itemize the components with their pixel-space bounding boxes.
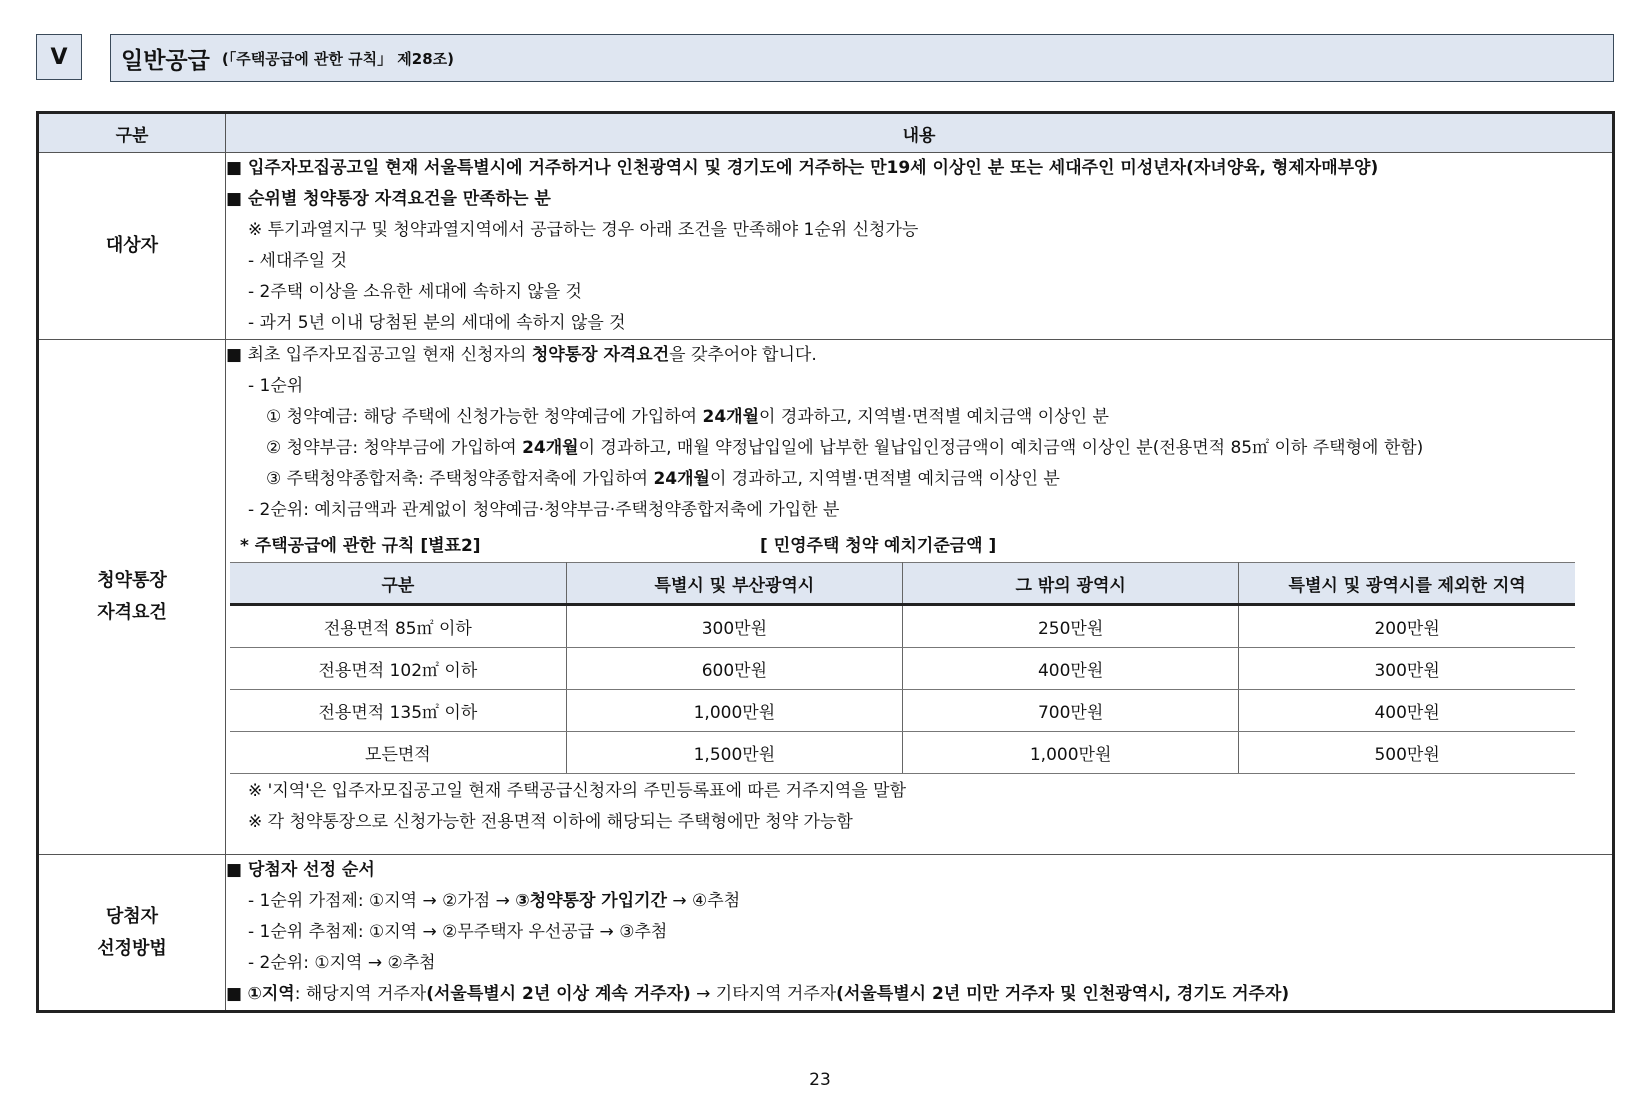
qual-rank-1: - 1순위 xyxy=(248,376,304,396)
target-line-1: ■ 입주자모집공고일 현재 서울특별시에 거주하거나 인천광역시 및 경기도에 거주하는 만19세 이상인 분 또는 세대주인 미성년자(자녀양육, 형제자매부양) xyxy=(226,158,1379,178)
deposit-caption-left: * 주택공급에 관한 규칙 [별표2] xyxy=(240,536,481,556)
target-condition-3: - 과거 5년 이내 당첨된 분의 세대에 속하지 않을 것 xyxy=(248,313,626,333)
deposit-header: 구분 xyxy=(230,563,566,605)
qual-item-1a: ① 청약예금: 해당 주택에 신청가능한 청약예금에 가입하여 xyxy=(266,407,703,427)
deposit-cell: 250만원 xyxy=(903,605,1239,648)
sel-line-2 xyxy=(226,886,1612,917)
qual-item-3c: 이 경과하고, 지역별·면적별 예치금액 이상인 분 xyxy=(709,469,1060,489)
qual-line-1b: 청약통장 자격요건 xyxy=(531,345,670,365)
header-row xyxy=(38,113,1614,153)
deposit-table xyxy=(230,562,1575,774)
qual-rank-2: - 2순위: 예치금액과 관계없이 청약예금·청약부금·주택청약종합저축에 가입한 분 xyxy=(248,500,840,520)
deposit-cell: 400만원 xyxy=(903,648,1239,690)
qual-item-3b: 24개월 xyxy=(653,469,710,489)
deposit-caption xyxy=(226,530,1612,562)
label-qualification xyxy=(38,340,226,855)
page-number: 23 xyxy=(809,1070,831,1090)
qual-item-2 xyxy=(226,433,1612,464)
col-header-content: 내용 xyxy=(226,113,1614,153)
section-number: V xyxy=(36,34,82,80)
deposit-cell: 200만원 xyxy=(1239,605,1575,648)
target-condition-2: - 2주택 이상을 소유한 세대에 속하지 않을 것 xyxy=(248,282,582,302)
general-supply-table xyxy=(36,111,1615,1013)
deposit-cell: 400만원 xyxy=(1239,690,1575,732)
row-selection xyxy=(38,855,1614,1012)
sel-line-5e: → 기타지역 거주자 xyxy=(690,984,837,1004)
deposit-header: 특별시 및 부산광역시 xyxy=(566,563,902,605)
deposit-header: 그 밖의 광역시 xyxy=(903,563,1239,605)
label-target: 대상자 xyxy=(38,153,226,340)
deposit-header: 특별시 및 광역시를 제외한 지역 xyxy=(1239,563,1575,605)
qual-item-3a: ③ 주택청약종합저축: 주택청약종합저축에 가입하여 xyxy=(266,469,654,489)
label-selection-2: 선정방법 xyxy=(97,937,167,959)
sel-line-5b: ①지역 xyxy=(247,984,295,1004)
target-note: ※ 투기과열지구 및 청약과열지역에서 공급하는 경우 아래 조건을 만족해야 1순위 신청가능 xyxy=(248,220,919,240)
section-subtitle: (「주택공급에 관한 규칙」 제28조) xyxy=(221,49,455,68)
qual-line-1a: ■ 최초 입주자모집공고일 현재 신청자의 xyxy=(226,345,532,365)
qual-item-1 xyxy=(226,402,1612,433)
deposit-cell: 500만원 xyxy=(1239,732,1575,774)
sel-line-3: - 1순위 추첨제: ①지역 → ②무주택자 우선공급 → ③추첨 xyxy=(248,922,668,942)
deposit-cell: 전용면적 85㎡ 이하 xyxy=(230,605,566,648)
section-title: 일반공급 xyxy=(121,47,210,74)
label-qualification-1: 청약통장 xyxy=(97,570,167,591)
content-selection xyxy=(226,855,1614,1012)
col-header-category: 구분 xyxy=(38,113,226,153)
deposit-cell: 전용면적 135㎡ 이하 xyxy=(230,690,566,732)
row-qualification xyxy=(38,340,1614,855)
sel-line-2c: → ④추첨 xyxy=(666,891,741,911)
content-target xyxy=(226,153,1614,340)
deposit-cell: 300만원 xyxy=(566,605,902,648)
section-title-box xyxy=(110,34,1614,82)
deposit-cell: 300만원 xyxy=(1239,648,1575,690)
qual-item-1b: 24개월 xyxy=(702,407,760,427)
qual-note-2: ※ 각 청약통장으로 신청가능한 전용면적 이하에 해당되는 주택형에만 청약 가능함 xyxy=(248,812,853,832)
qual-item-2c: 이 경과하고, 매월 약정납입일에 납부한 월납입인정금액이 예치금액 이상인 분(전용면적 85㎡ 이하 주택형에 한함) xyxy=(578,438,1424,458)
sel-line-2b: ③청약통장 가입기간 xyxy=(515,891,667,911)
label-qualification-2: 자격요건 xyxy=(97,602,167,623)
qual-note-1: ※ '지역'은 입주자모집공고일 현재 주택공급신청자의 주민등록표에 따른 거주지역을 말함 xyxy=(248,781,907,801)
deposit-cell: 600만원 xyxy=(566,648,902,690)
label-selection xyxy=(38,855,226,1012)
table-row xyxy=(230,690,1575,732)
deposit-cell: 700만원 xyxy=(903,690,1239,732)
deposit-caption-right: [ 민영주택 청약 예치기준금액 ] xyxy=(760,536,997,556)
deposit-header-row xyxy=(230,563,1575,605)
label-selection-1: 당첨자 xyxy=(105,905,159,927)
sel-line-4: - 2순위: ①지역 → ②추첨 xyxy=(248,953,436,973)
table-row xyxy=(230,732,1575,774)
qual-line-1c: 을 갖추어야 합니다. xyxy=(669,345,817,365)
qual-item-2b: 24개월 xyxy=(522,438,579,458)
deposit-cell: 모든면적 xyxy=(230,732,566,774)
sel-line-2a: - 1순위 가점제: ①지역 → ②가점 → xyxy=(248,891,516,911)
deposit-cell: 1,000만원 xyxy=(903,732,1239,774)
sel-line-5d: (서울특별시 2년 이상 계속 거주자) xyxy=(426,984,691,1004)
sel-line-5a: ■ xyxy=(226,984,248,1004)
table-row xyxy=(230,605,1575,648)
deposit-cell: 1,500만원 xyxy=(566,732,902,774)
content-qualification xyxy=(226,340,1614,855)
deposit-cell: 1,000만원 xyxy=(566,690,902,732)
deposit-cell: 전용면적 102㎡ 이하 xyxy=(230,648,566,690)
qual-item-2a: ② 청약부금: 청약부금에 가입하여 xyxy=(266,438,523,458)
table-row xyxy=(230,648,1575,690)
qual-line-1 xyxy=(226,340,1612,371)
sel-line-5c: : 해당지역 거주자 xyxy=(294,984,427,1004)
row-target xyxy=(38,153,1614,340)
sel-line-5 xyxy=(226,979,1612,1010)
qual-item-3 xyxy=(226,464,1612,495)
target-condition-1: - 세대주일 것 xyxy=(248,251,348,271)
qual-item-1c: 이 경과하고, 지역별·면적별 예치금액 이상인 분 xyxy=(759,407,1109,427)
target-line-2: ■ 순위별 청약통장 자격요건을 만족하는 분 xyxy=(226,189,551,209)
sel-line-5f: (서울특별시 2년 미만 거주자 및 인천광역시, 경기도 거주자) xyxy=(836,984,1290,1004)
sel-line-1: ■ 당첨자 선정 순서 xyxy=(226,860,375,880)
